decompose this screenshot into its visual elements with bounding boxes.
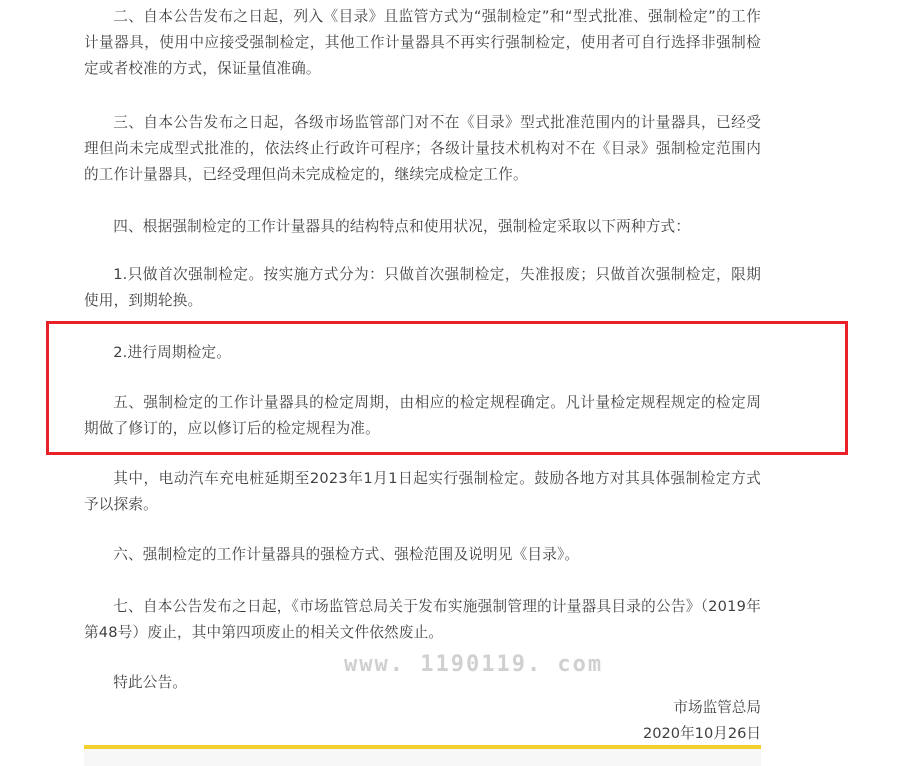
paragraph-4-1: 1.只做首次强制检定。按实施方式分为：只做首次强制检定，失准报废；只做首次强制检定，限期使用，到期轮换。 xyxy=(84,266,761,309)
paragraph-ev-charger-note: 其中，电动汽车充电桩延期至2023年1月1日起实行强制检定。鼓励各地方对其具体强制检定方式予以探索。 xyxy=(84,470,761,513)
paragraph-2: 二、自本公告发布之日起，列入《目录》且监管方式为“强制检定”和“型式批准、强制检定”的工作计量器具，使用中应接受强制检定，其他工作计量器具不再实行强制检定，使用者可自行选择非强制检定或者校准的方式，保证量值准确。 xyxy=(84,8,761,77)
paragraph-5: 五、强制检定的工作计量器具的检定周期，由相应的检定规程确定。凡计量检定规程规定的检定周期做了修订的，应以修订后的检定规程为准。 xyxy=(84,394,761,437)
paragraph-4: 四、根据强制检定的工作计量器具的结构特点和使用状况，强制检定采取以下两种方式： xyxy=(113,218,691,235)
paragraph-7: 七、自本公告发布之日起，《市场监管总局关于发布实施强制管理的计量器具目录的公告》（2019年第48号）废止，其中第四项废止的相关文件依然废止。 xyxy=(84,598,761,641)
site-watermark: www. 1190119. com xyxy=(344,652,604,677)
signature-org: 市场监管总局 xyxy=(673,699,761,716)
footer-panel xyxy=(84,749,761,766)
paragraph-3: 三、自本公告发布之日起，各级市场监管部门对不在《目录》型式批准范围内的计量器具，已经受理但尚未完成型式批准的，依法终止行政许可程序；各级计量技术机构对不在《目录》强制检定范围内的工作计量器具，已经受理但尚未完成检定的，继续完成检定工作。 xyxy=(84,114,761,183)
closing-statement: 特此公告。 xyxy=(113,674,188,691)
paragraph-4-2: 2.进行周期检定。 xyxy=(113,344,232,361)
paragraph-6: 六、强制检定的工作计量器具的强检方式、强检范围及说明见《目录》。 xyxy=(113,546,580,563)
signature-date: 2020年10月26日 xyxy=(642,725,761,742)
